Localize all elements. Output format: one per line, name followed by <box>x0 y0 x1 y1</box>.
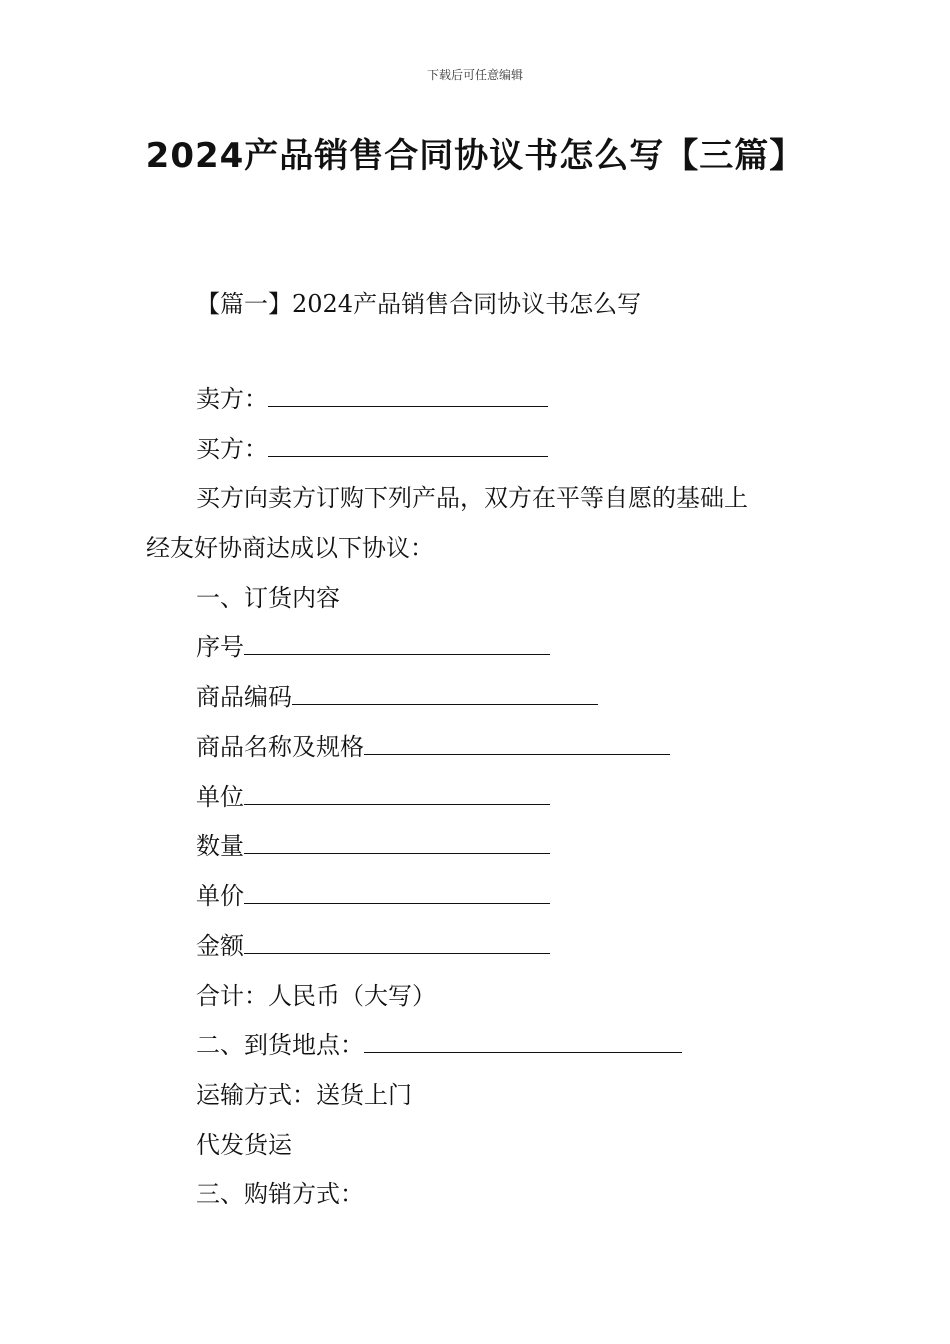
delivery-location-label: 二、到货地点： <box>196 1031 364 1059</box>
unit-price-label: 单价 <box>196 882 244 910</box>
product-name-label: 商品名称及规格 <box>196 733 364 761</box>
serial-blank <box>244 632 550 655</box>
unit-price-blank <box>244 881 550 904</box>
item-order-content: 一、订货内容 <box>196 584 340 612</box>
delivery-location-line <box>196 1030 682 1060</box>
intro-paragraph-line-2: 经友好协商达成以下协议： <box>146 534 434 562</box>
product-name-line <box>196 732 670 762</box>
quantity-label: 数量 <box>196 832 244 860</box>
amount-blank <box>244 931 550 954</box>
quantity-line <box>196 831 550 861</box>
buyer-blank <box>268 434 548 457</box>
unit-label: 单位 <box>196 783 244 811</box>
delivery-location-blank <box>364 1030 682 1053</box>
unit-blank <box>244 782 550 805</box>
document-title: 2024产品销售合同协议书怎么写【三篇】 <box>145 136 805 176</box>
seller-blank <box>268 384 548 407</box>
unit-price-line <box>196 881 550 911</box>
intro-paragraph-line-1: 买方向卖方订购下列产品，双方在平等自愿的基础上 <box>196 484 748 512</box>
product-code-line <box>196 682 598 712</box>
transport-method-line: 运输方式：送货上门 <box>196 1081 412 1109</box>
purchase-method-line: 三、购销方式： <box>196 1180 364 1208</box>
amount-label: 金额 <box>196 932 244 960</box>
quantity-blank <box>244 831 550 854</box>
buyer-label: 买方： <box>196 435 268 463</box>
product-code-label: 商品编码 <box>196 683 292 711</box>
section-heading: 【篇一】2024产品销售合同协议书怎么写 <box>196 290 642 318</box>
seller-label: 卖方： <box>196 385 268 413</box>
serial-line <box>196 632 550 662</box>
seller-line <box>196 384 548 414</box>
unit-line <box>196 782 550 812</box>
buyer-line <box>196 434 548 464</box>
amount-line <box>196 931 550 961</box>
product-name-blank <box>364 732 670 755</box>
total-line: 合计：人民币（大写） <box>196 982 436 1010</box>
freight-line: 代发货运 <box>196 1131 292 1159</box>
product-code-blank <box>292 682 598 705</box>
header-note: 下载后可任意编辑 <box>426 68 523 82</box>
serial-label: 序号 <box>196 633 244 661</box>
